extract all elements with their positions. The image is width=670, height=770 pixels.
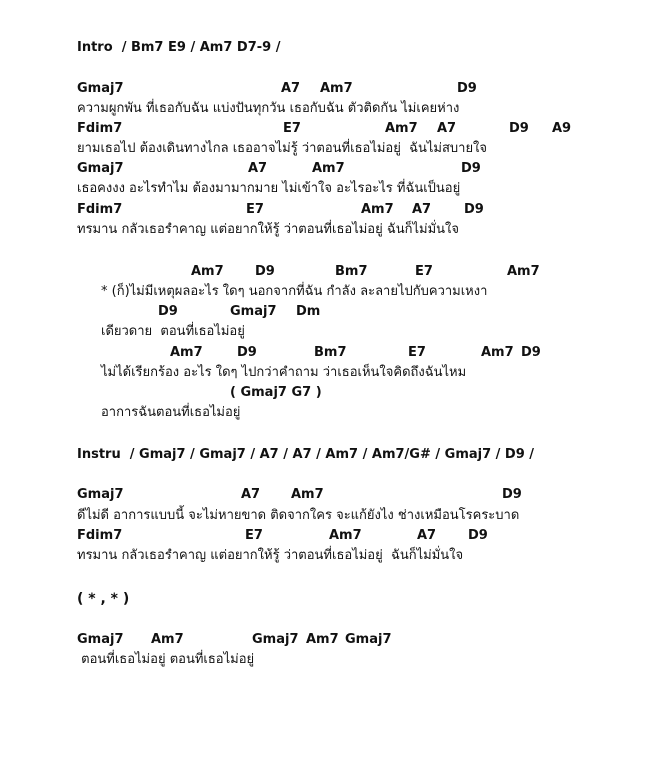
chorus-chords-4: ( Gmaj7 G7 ) [230, 385, 322, 400]
chord: D9 [502, 487, 522, 502]
chord: Bm7 [314, 345, 347, 360]
chorus-lyric-2: เดียวดาย ตอนที่เธอไม่อยู่ [101, 324, 245, 339]
verse1-lyric-4: ทรมาน กลัวเธอรำคาญ แต่อยากให้รู้ ว่าตอนที่เธอไม่อยู่ ฉันก็ไม่มั่นใจ [77, 222, 459, 237]
chord: A7 [241, 487, 261, 502]
verse1-chords-3 [77, 159, 637, 179]
outro-lyric: ตอนที่เธอไม่อยู่ ตอนที่เธอไม่อยู่ [77, 652, 255, 667]
chord: A7 [412, 202, 432, 217]
chord: D9 [158, 304, 178, 319]
chord: A7 [417, 528, 437, 543]
chord: A7 [281, 81, 301, 96]
chord: D9 [237, 345, 257, 360]
chord: Am7 [170, 345, 203, 360]
chord: E7 [246, 202, 264, 217]
chord: Am7 [385, 121, 418, 136]
chord: Gmaj7 [230, 304, 277, 319]
chord: Bm7 [335, 264, 368, 279]
chorus-lyric-1: * (ก็)ไม่มีเหตุผลอะไร ใดๆ นอกจากที่ฉัน กำลัง ละลายไปกับความเหงา [101, 284, 488, 299]
chorus-chords-1 [77, 262, 637, 282]
chord: D9 [509, 121, 529, 136]
chord: D9 [468, 528, 488, 543]
chord: Am7 [320, 81, 353, 96]
chord: E7 [245, 528, 263, 543]
verse1-lyric-3: เธอคงงง อะไรทำไม ต้องมามากมาย ไม่เข้าใจ อะไรอะไร ที่ฉันเป็นอยู่ [77, 181, 461, 196]
instrumental-line: Instru / Gmaj7 / Gmaj7 / A7 / A7 / Am7 / Am7/G# / Gmaj7 / D9 / [77, 447, 535, 462]
chord: Am7 [306, 632, 339, 647]
chord: E7 [415, 264, 433, 279]
chord: Gmaj7 [77, 161, 124, 176]
chord: Am7 [361, 202, 394, 217]
chord: A9 [552, 121, 572, 136]
verse1-lyric-1: ความผูกพัน ที่เธอกับฉัน แบ่งปันทุกวัน เธอกับฉัน ตัวติดกัน ไม่เคยห่าง [77, 101, 460, 116]
chord: D9 [457, 81, 477, 96]
chord: A7 [437, 121, 457, 136]
chorus-chords-2 [77, 302, 637, 322]
chord: Fdim7 [77, 202, 123, 217]
chord: D9 [255, 264, 275, 279]
verse2-lyric-2: ทรมาน กลัวเธอรำคาญ แต่อยากให้รู้ ว่าตอนที่เธอไม่อยู่ ฉันก็ไม่มั่นใจ [77, 548, 464, 563]
chord: E7 [408, 345, 426, 360]
chord: Gmaj7 [252, 632, 299, 647]
chord: Am7 [291, 487, 324, 502]
chorus-chords-3 [77, 343, 637, 363]
verse2-chords-2 [77, 526, 637, 546]
chord: Fdim7 [77, 121, 123, 136]
chord: D9 [521, 345, 541, 360]
chorus-lyric-4: อาการฉันตอนที่เธอไม่อยู่ [101, 405, 241, 420]
verse1-chords-1 [77, 79, 637, 99]
chord: Am7 [329, 528, 362, 543]
outro-chords [77, 630, 637, 650]
chord: Gmaj7 [77, 81, 124, 96]
chord: D9 [464, 202, 484, 217]
verse1-chords-4 [77, 200, 637, 220]
chord: Am7 [312, 161, 345, 176]
chord: Am7 [507, 264, 540, 279]
chord: Gmaj7 [345, 632, 392, 647]
repeat-marker: ( * , * ) [77, 591, 130, 607]
chord: D9 [461, 161, 481, 176]
chord: Dm [296, 304, 321, 319]
chord: E7 [283, 121, 301, 136]
chord: A7 [248, 161, 268, 176]
intro-line: Intro / Bm7 E9 / Am7 D7-9 / [77, 40, 281, 55]
verse1-lyric-2: ยามเธอไป ต้องเดินทางไกล เธออาจไม่รู้ ว่าตอนที่เธอไม่อยู่ ฉันไม่สบายใจ [77, 141, 488, 156]
chord: Fdim7 [77, 528, 123, 543]
chord: Gmaj7 [77, 632, 124, 647]
chord: Am7 [481, 345, 514, 360]
chord: Am7 [191, 264, 224, 279]
chord: Gmaj7 [77, 487, 124, 502]
verse2-lyric-1: ดีไม่ดี อาการแบบนี้ จะไม่หายขาด ติดจากใคร จะแก้ยังไง ช่างเหมือนโรคระบาด [77, 508, 520, 523]
chord: Am7 [151, 632, 184, 647]
chorus-lyric-3: ไม่ได้เรียกร้อง อะไร ใดๆ ไปกว่าคำถาม ว่าเธอเห็นใจคิดถึงฉันไหม [101, 365, 467, 380]
verse2-chords-1 [77, 485, 637, 505]
verse1-chords-2 [77, 119, 637, 139]
